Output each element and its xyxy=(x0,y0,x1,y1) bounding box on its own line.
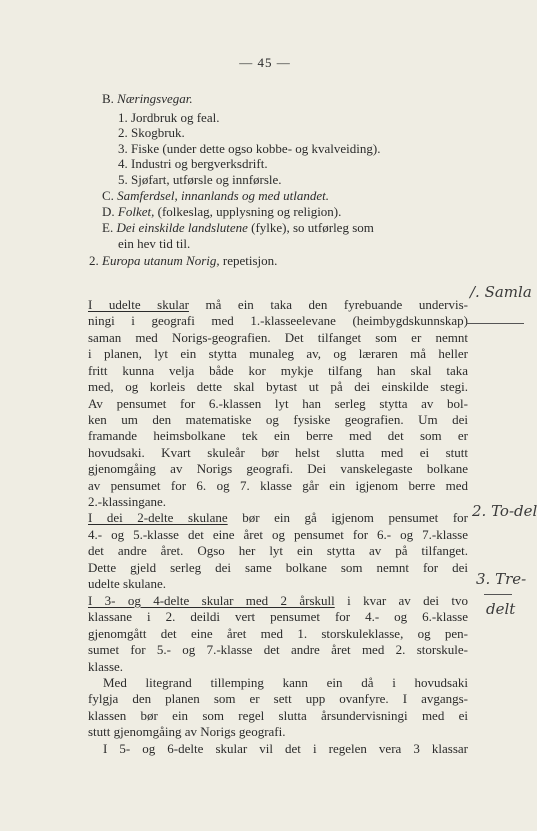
body-line xyxy=(88,708,468,723)
body-line xyxy=(88,396,468,411)
body-line xyxy=(88,478,468,493)
outline-item xyxy=(102,91,193,106)
body-line xyxy=(88,494,166,509)
body-text-run: 4.- og 5.-klasse det eine året og pensumet for 6.- og 7.-klasse xyxy=(88,527,468,542)
outline-item xyxy=(118,110,219,125)
outline-item xyxy=(102,188,329,203)
body-line xyxy=(88,313,468,328)
underlined-phrase: I 3- og 4-delte skular med 2 årskull xyxy=(88,593,335,608)
outline-text: (fylke), so utførleg som xyxy=(247,220,374,235)
body-line xyxy=(88,642,468,657)
section-italic: Europa utanum Norig, xyxy=(102,253,220,268)
body-line xyxy=(88,428,468,443)
outline-item xyxy=(118,236,190,251)
body-text-run: med, og korleis dette skal bytast ut på dei einskilde stegi. xyxy=(88,379,468,394)
outline-label: 5. xyxy=(118,172,131,187)
body-line xyxy=(88,626,468,641)
body-text-run: fylgja den planen som er sett upp ovanfyre. I avgangs- xyxy=(88,691,468,706)
body-text-run: i planen, lyt ein stytta munaleg av, og læraren må heller xyxy=(88,346,468,361)
outline-text: ein hev tid til. xyxy=(118,236,191,251)
outline-text: Industri og bergverksdrift. xyxy=(131,156,268,171)
outline-italic: Dei einskilde landslutene xyxy=(116,220,248,235)
body-text-run: stutt gjenomgåing av Norigs geografi. xyxy=(88,724,286,739)
body-text-run: sumet for 5.- og 7.-klasse det andre året med 2. storskule- xyxy=(88,642,468,657)
outline-item xyxy=(118,125,185,140)
outline-italic: Folket, xyxy=(117,204,155,219)
outline-text: Samferdsel, innanlands og med utlandet. xyxy=(117,188,330,203)
body-text-run: det andre året. Ogso her lyt ein stytta av på tilfanget. xyxy=(88,543,468,558)
outline-label: B. xyxy=(102,91,118,106)
body-text-run: klassane i 2. deildi vert pensumet for 4.- og 6.-klasse xyxy=(88,609,468,624)
underlined-phrase: I udelte skular xyxy=(88,297,189,312)
underlined-phrase: I dei 2-delte skulane xyxy=(88,510,228,525)
body-text-run: Av pensumet for 6.-klassen lyt han serleg stytta av bol- xyxy=(88,396,468,411)
outline-label: 3. xyxy=(118,141,131,156)
margin-rule xyxy=(466,323,524,324)
body-line xyxy=(88,560,468,575)
margin-rule xyxy=(484,594,512,595)
body-line xyxy=(88,576,166,591)
body-text-run: I 5- og 6-delte skular vil det i regelen vera 3 klassar xyxy=(103,741,468,756)
body-line xyxy=(88,346,468,361)
margin-note: /. Samla xyxy=(470,283,532,301)
outline-text: Fiske (under dette ogso kobbe- og kvalveiding). xyxy=(131,141,381,156)
body-line xyxy=(88,330,468,345)
body-text-run: av pensumet for 6. og 7. klasse går ein igjenom berre med xyxy=(88,478,468,493)
body-text-run: gjenomgåing av Norigs geografi. Dei vanskelegaste bolkane xyxy=(88,461,468,476)
outline-item xyxy=(102,220,374,235)
body-text-run: klasse. xyxy=(88,659,124,674)
body-line xyxy=(88,510,468,525)
section-line xyxy=(89,253,277,268)
outline-label: 4. xyxy=(118,156,131,171)
body-line xyxy=(88,691,468,706)
outline-item xyxy=(118,156,268,171)
outline-item xyxy=(118,141,380,156)
outline-text: (folkeslag, upplysning og religion). xyxy=(154,204,342,219)
body-text-run: klassen bør ein som regel slutta årsundervisningi med ei xyxy=(88,708,468,723)
body-text-run: ken um den matematiske og fysiske geografien. Um dei xyxy=(88,412,468,427)
outline-text: Skogbruk. xyxy=(131,125,185,140)
body-line xyxy=(88,543,468,558)
outline-label: E. xyxy=(102,220,117,235)
body-line xyxy=(88,412,468,427)
margin-note: 2. To-del xyxy=(472,502,537,520)
body-line xyxy=(88,593,468,608)
outline-text: Jordbruk og feal. xyxy=(131,110,220,125)
body-text-run: udelte skulane. xyxy=(88,576,166,591)
margin-note: 3. Tre- xyxy=(476,570,527,588)
body-line xyxy=(88,363,468,378)
body-line xyxy=(88,527,468,542)
body-text-run: 2.-klassingane. xyxy=(88,494,166,509)
outline-item xyxy=(118,172,282,187)
body-line xyxy=(88,445,468,460)
body-line xyxy=(88,379,468,394)
body-line xyxy=(103,741,468,756)
body-line xyxy=(88,609,468,624)
body-text-run: i kvar av dei tvo xyxy=(334,593,468,608)
body-text-run: hovudsaki. Kvart skuleår bør helst slutta med ei stutt xyxy=(88,445,468,460)
body-text-run: saman med Norigs-geografien. Det tilfanget som er nemnt xyxy=(88,330,468,345)
body-text-run: gjenomgått det eine året med 1. storskuleklasse, og pen- xyxy=(88,626,468,641)
outline-text: Næringsvegar. xyxy=(117,91,193,106)
outline-item xyxy=(102,204,341,219)
body-line xyxy=(88,724,286,739)
body-line xyxy=(88,461,468,476)
outline-text: Sjøfart, utførsle og innførsle. xyxy=(131,172,282,187)
section-text: repetisjon. xyxy=(219,253,278,268)
body-text-run: Med litegrand tillemping kann ein då i hovudsaki xyxy=(103,675,468,690)
body-text-run: ningi i geografi med 1.-klasseelevane (heimbygdskunnskap) xyxy=(88,313,468,328)
margin-note: delt xyxy=(486,600,516,618)
outline-label: 1. xyxy=(118,110,131,125)
outline-label: C. xyxy=(102,188,118,203)
body-line xyxy=(88,297,468,312)
outline-label: 2. xyxy=(118,125,131,140)
body-line xyxy=(103,675,468,690)
body-line xyxy=(88,659,123,674)
body-text-run: bør ein gå igjenom pensumet for xyxy=(227,510,468,525)
body-text-run: Dette gjeld serleg dei same bolkane som nemnt for dei xyxy=(88,560,468,575)
page-number: — 45 — xyxy=(239,55,291,70)
body-text-run: fritt kunna velja både kor mykje tilfang han skal taka xyxy=(88,363,468,378)
body-text-run: framande heimsbolkane tek ein berre med det som er xyxy=(88,428,468,443)
body-text-run: må ein taka den fyrebuande undervis- xyxy=(188,297,468,312)
section-label: 2. xyxy=(89,253,102,268)
outline-label: D. xyxy=(102,204,118,219)
